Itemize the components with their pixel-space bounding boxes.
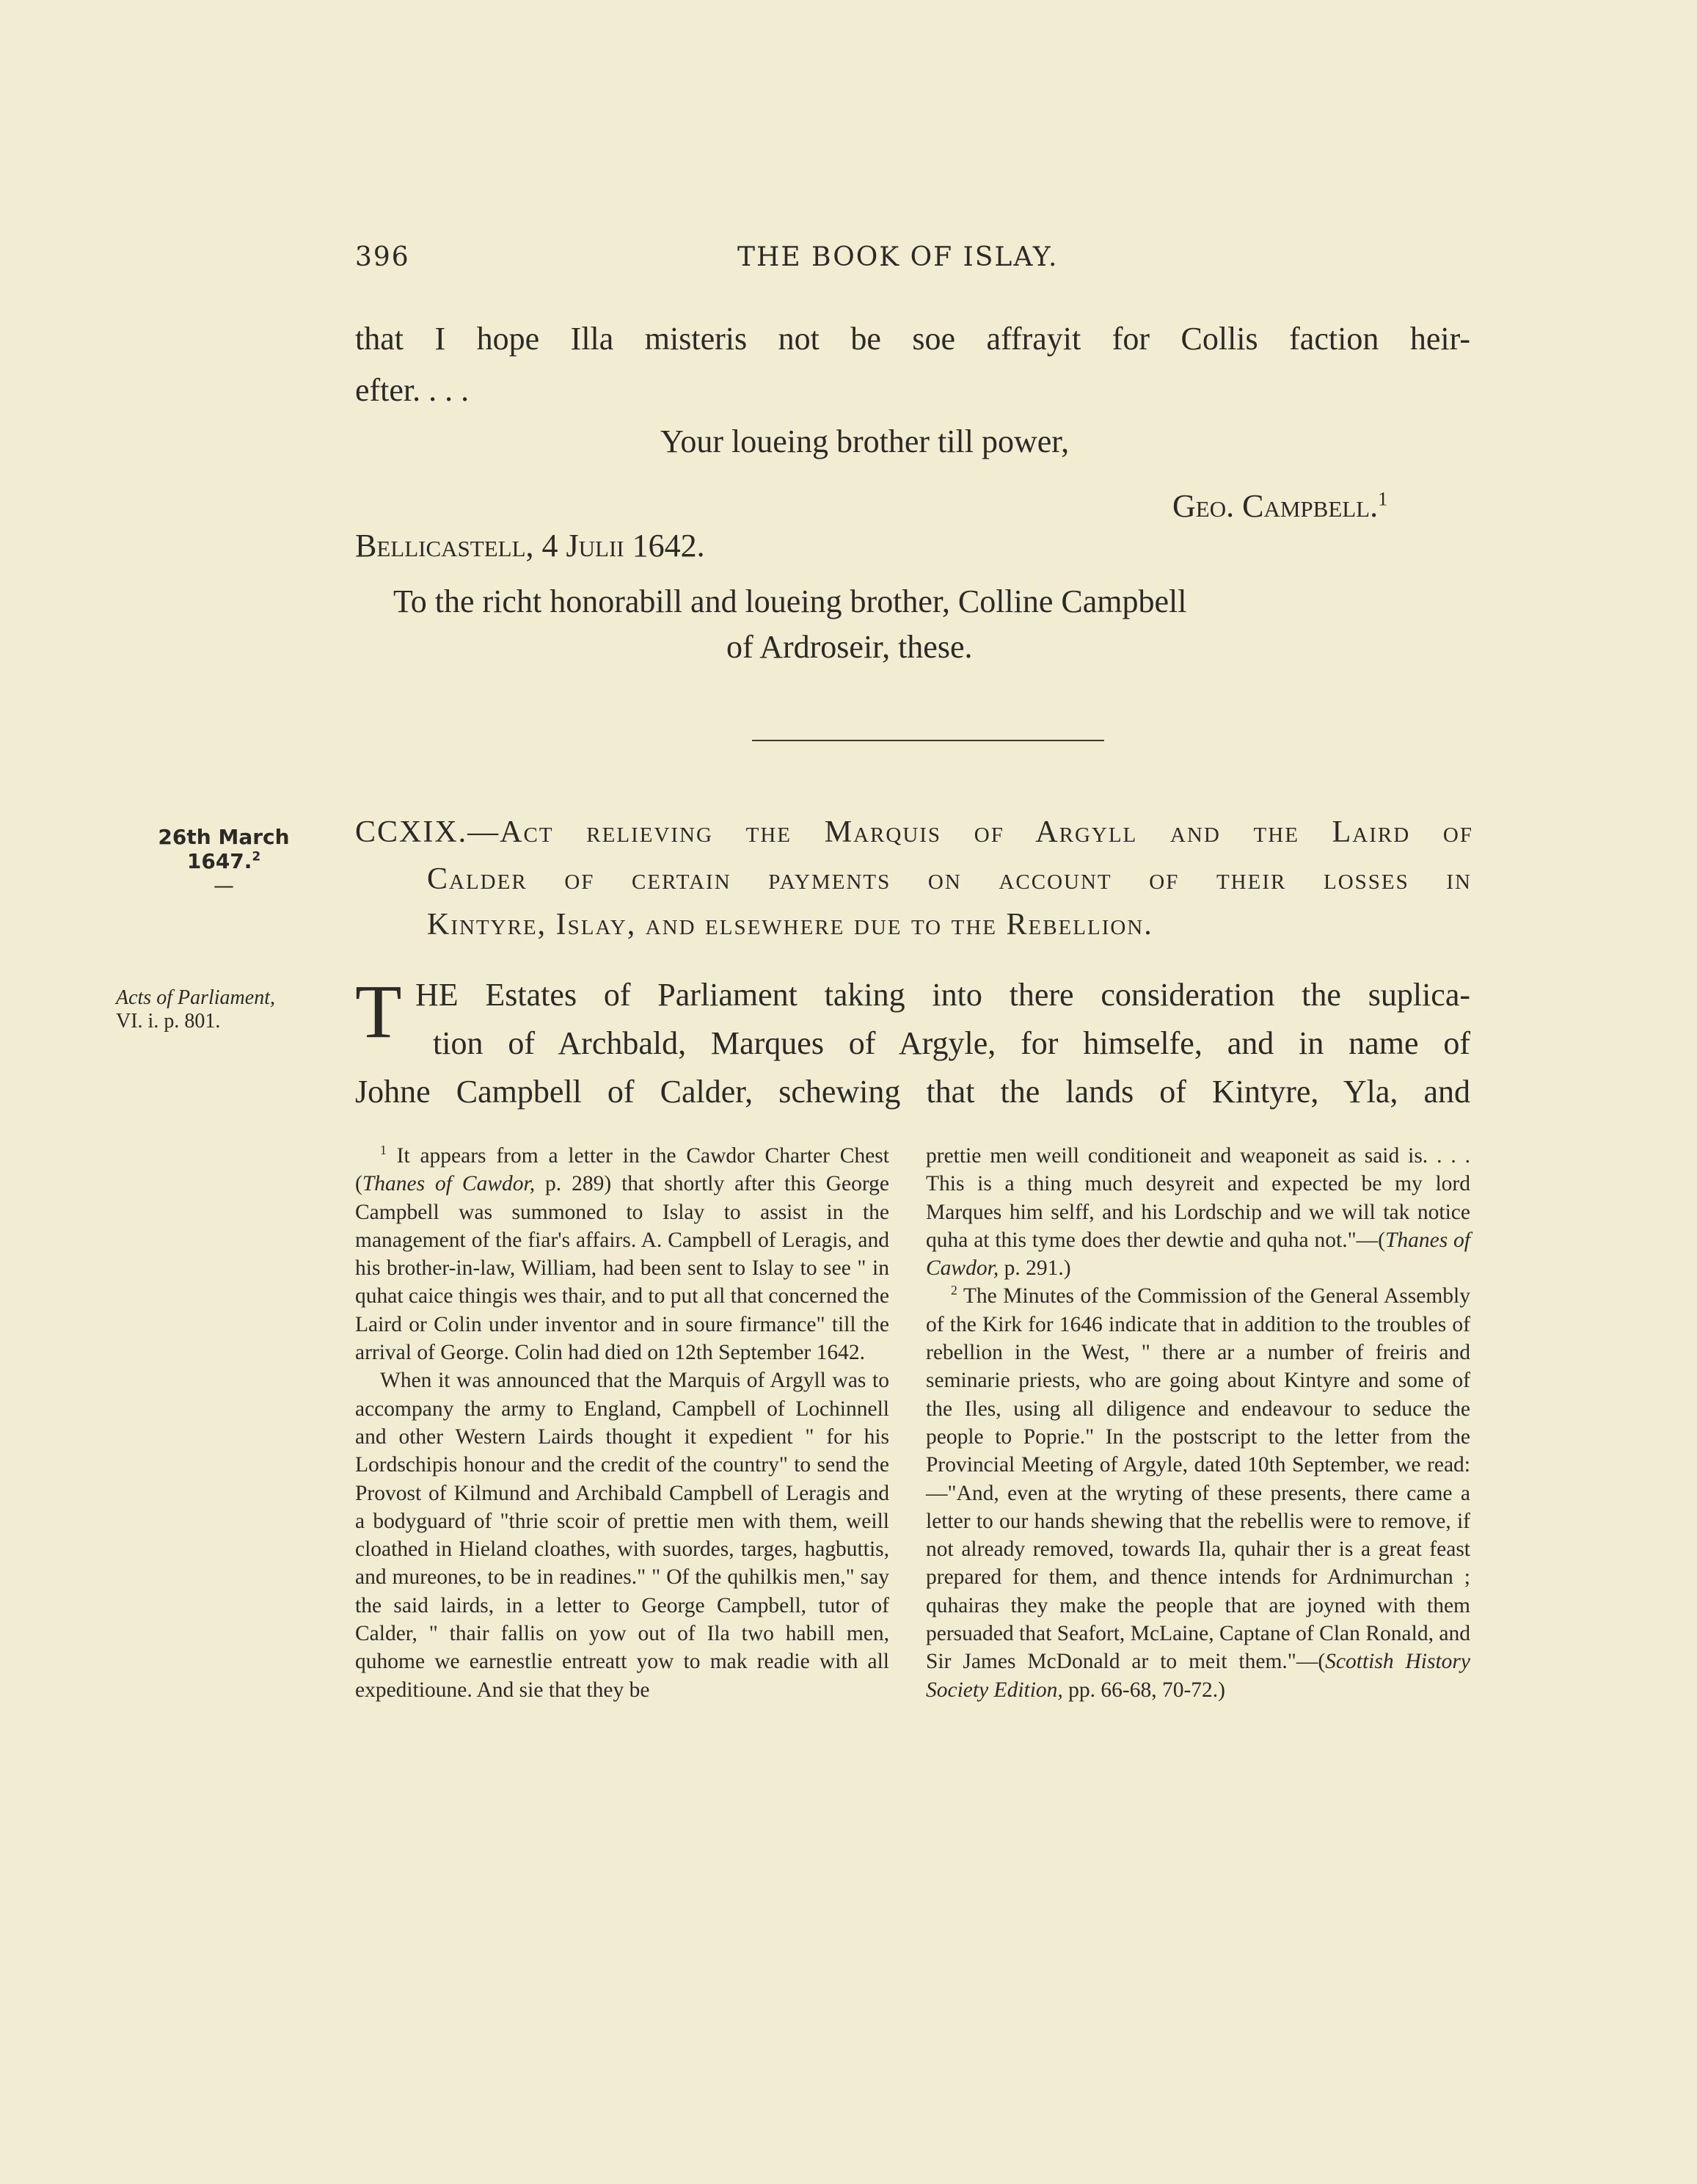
section-title-line-1: CCXIX.—Act relieving the Marquis of Argyll and the Laird of bbox=[355, 815, 1473, 849]
margin-source: Acts of Parliament, VI. i. p. 801. bbox=[116, 986, 275, 1033]
drop-cap: T bbox=[355, 969, 402, 1054]
section-title-line-2: Calder of certain payments on account of their losses in bbox=[427, 862, 1472, 896]
letter-line-1: that I hope Illa misteris not be soe affrayit for Collis faction heir- bbox=[355, 321, 1470, 357]
letter-address-2: of Ardroseir, these. bbox=[726, 629, 973, 665]
letter-closing: Your loueing brother till power, bbox=[660, 423, 1070, 459]
section-title-line-3: Kintyre, Islay, and elsewhere due to the Rebellion. bbox=[427, 908, 1153, 942]
act-line-2: tion of Archbald, Marques of Argyle, for himselfe, and in name of bbox=[433, 1025, 1470, 1061]
margin-date: 26th March 1647.$^2$ — bbox=[158, 825, 290, 898]
letter-signature: Geo. Campbell.$^1$ bbox=[1172, 487, 1388, 524]
footnote-2: $^2$ The Minutes of the Commission of the General Assembly of the Kirk for 1646 indicate that in addition to the troubles of rebellion in the West, " there ar a number of freiris and seminarie priests, who are going about Kintyre and some of the Iles, using all diligence and endeavour to seduce the people to Poprie." In the postscript to the letter from the Provincial Meeting of Argyle, dated 10th September, we read:—"And, even at the wryting of these presents, there came a letter to our hands shewing that the rebellis were to remove, if not already removed, towards Ila, quhair ther is a great feast prepared for them, and thence intends for Ardnimurchan ; quhairas they make the people that are joyned with them persuaded that Seafort, McLaine, Captane of Clan Ronald, and Sir James McDonald ar to meit them."—(Scottish History Society Edition, pp. 66-68, 70-72.) bbox=[926, 1283, 1471, 1702]
footnote-1: $^1$ It appears from a letter in the Cawdor Charter Chest (Thanes of Cawdor, p. 289) that shortly after this George Campbell was summoned to Islay to assist in the management of the fiar's affairs. A. Campbell of Leragis, and his brother-in-law, William, had been sent to Islay to see " in quhat caice thingis wes thair, and to put all that concerned the Laird or Colin under inventor and in soure firmance" till the arrival of George. Colin had died on 12th September 1642. bbox=[355, 1143, 889, 1365]
letter-line-2: efter. . . . bbox=[355, 372, 470, 408]
running-title: THE BOOK OF ISLAY. bbox=[737, 242, 1059, 272]
section-divider bbox=[752, 740, 1104, 741]
footnotes-right-column bbox=[926, 1142, 1470, 1704]
act-line-3: Johne Campbell of Calder, schewing that the lands of Kintyre, Yla, and bbox=[355, 1074, 1470, 1110]
page-number: 396 bbox=[355, 242, 410, 272]
letter-place-date: Bellicastell, 4 Julii 1642. bbox=[355, 528, 705, 564]
letter-address-1: To the richt honorabill and loueing brother, Colline Campbell bbox=[393, 583, 1187, 619]
act-line-1: HE Estates of Parliament taking into there consideration the suplica- bbox=[415, 977, 1470, 1013]
footnote-1-end: prettie men weill conditioneit and weaponeit as said is. . . . This is a thing much desyreit and expected be my lord Marques him selff, and his Lordschip and we will tak notice quha at this tyme does ther dewtie and quha not."—(Thanes of Cawdor, p. 291.) bbox=[926, 1144, 1470, 1281]
footnote-1-continued: When it was announced that the Marquis of Argyll was to accompany the army to England, Campbell of Lochinnell and other Western Lairds thought it expedient " for his Lordschipis honour and the credit of the country" to send the Provost of Kilmund and Archibald Campbell of Leragis and a bodyguard of "thrie scoir of prettie men with them, weill cloathed in Hieland cloathes, with suordes, targes, hagbuttis, and mureones, to be in readines." " Of the quhilkis men," say the said lairds, in a letter to George Campbell, tutor of Calder, " thair fallis on yow out of Ila two habill men, quhome we earnestlie entreatt yow to mak readie with all expeditioune. And sie that they be bbox=[355, 1369, 889, 1702]
footnotes-left-column bbox=[355, 1142, 889, 1704]
